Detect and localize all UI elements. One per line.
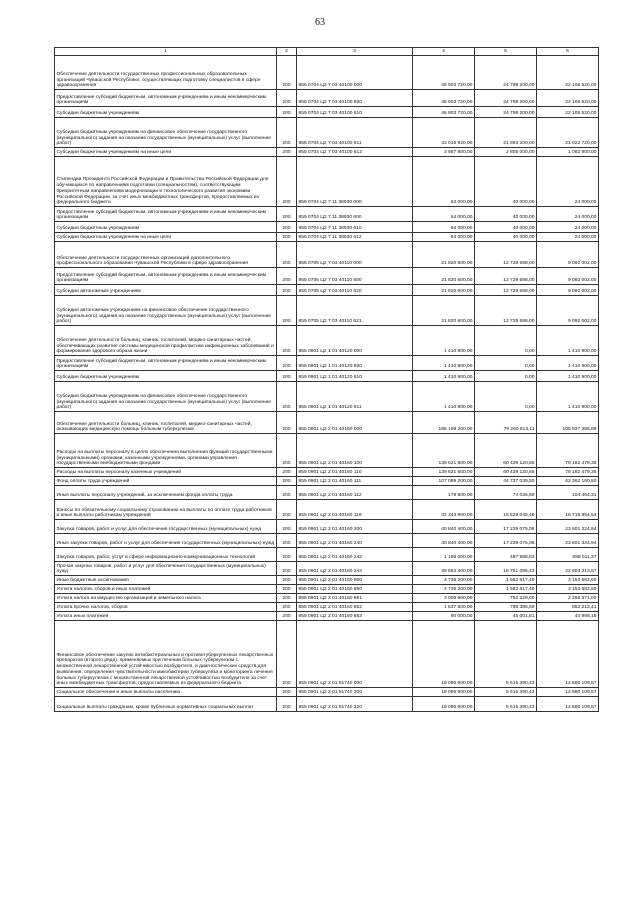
row-executed-amount: 60 439 120,65: [475, 434, 537, 468]
row-executed-amount: 0,00: [475, 356, 537, 371]
row-description: Субсидии бюджетным учреждениям на финансовое обеспечение государственного (муниципального) задания на оказание государственных (муниципальных) услуг (выполнение работ): [55, 382, 277, 412]
row-ministry-code: 200: [277, 412, 297, 434]
row-remaining-amount: 9 092 002,00: [537, 268, 599, 285]
row-remaining-amount: 1 410 900,00: [537, 371, 599, 382]
row-description: Уплата прочих налогов, сборов: [55, 603, 277, 612]
row-executed-amount: 5 515 390,43: [475, 688, 537, 697]
row-planned-amount: 39 654 400,00: [413, 562, 475, 576]
row-description: Субсидии бюджетным учреждениям на иные цели: [55, 233, 277, 242]
row-planned-amount: 185 198 200,00: [413, 412, 475, 434]
column-header: 1: [55, 48, 277, 56]
row-ministry-code: 200: [277, 118, 297, 148]
row-remaining-amount: 22 903 313,57: [537, 562, 599, 576]
row-ministry-code: 200: [277, 603, 297, 612]
row-budget-code: 855 0705 Ц2 7 03 40110 600: [297, 268, 413, 285]
table-row: [55, 562, 599, 576]
row-budget-code: 855 0901 Ц2 2 01 40160 244: [297, 562, 413, 576]
row-executed-amount: 40 000,00: [475, 207, 537, 222]
row-executed-amount: 15 628 045,46: [475, 500, 537, 520]
table-row: [55, 356, 599, 371]
row-remaining-amount: 79 182 479,35: [537, 434, 599, 468]
row-planned-amount: 64 000,00: [413, 207, 475, 222]
row-executed-amount: 60 439 120,65: [475, 468, 537, 477]
row-ministry-code: 200: [277, 434, 297, 468]
row-description: Предоставление субсидий бюджетным, автономным учреждениям и иным некоммерческим организациям: [55, 207, 277, 222]
row-planned-amount: 40 840 400,00: [413, 520, 475, 534]
row-budget-code: 855 0901 Ц2 1 01 40120 000: [297, 326, 413, 356]
row-planned-amount: 1 410 900,00: [413, 326, 475, 356]
row-ministry-code: 200: [277, 242, 297, 268]
row-remaining-amount: 24 000,00: [537, 207, 599, 222]
row-remaining-amount: 44 998,19: [537, 612, 599, 621]
row-description: Фонд оплаты труда учреждений: [55, 477, 277, 486]
row-executed-amount: 24 798 200,00: [475, 56, 537, 90]
row-ministry-code: 200: [277, 207, 297, 222]
row-ministry-code: 200: [277, 486, 297, 500]
row-ministry-code: 200: [277, 468, 297, 477]
row-budget-code: 855 0704 Ц2 7 03 40100 600: [297, 90, 413, 107]
row-ministry-code: 200: [277, 585, 297, 594]
budget-table: [54, 47, 599, 712]
row-budget-code: 855 0705 Ц2 7 03 40110 620: [297, 285, 413, 296]
row-budget-code: 855 0704 Ц2 7 11 38930 000: [297, 157, 413, 207]
column-header: 5: [475, 48, 537, 56]
row-planned-amount: 3 887 800,00: [413, 148, 475, 157]
row-remaining-amount: 21 022 720,00: [537, 118, 599, 148]
row-executed-amount: 785 386,59: [475, 603, 537, 612]
row-planned-amount: 46 903 720,00: [413, 107, 475, 118]
column-header: 4: [413, 48, 475, 56]
row-executed-amount: 12 728 598,00: [475, 268, 537, 285]
row-budget-code: 855 0901 Ц2 2 01 40160 000: [297, 412, 413, 434]
row-executed-amount: 40 000,00: [475, 222, 537, 233]
row-budget-code: 855 0705 Ц2 7 03 40110 621: [297, 296, 413, 326]
row-budget-code: 855 0901 Ц2 2 01 40160 112: [297, 486, 413, 500]
row-description: Финансовое обеспечение закупок антибактериальных и противотуберкулезных лекарственных препаратов (второго ряда), применяемых при лечении больных туберкулезом с множественной лекарственной устойчивостью возбудителя, и диагностических средств для выявления, определения чувствительности микобактерии туберкулеза и мониторинга лечения больных туберкулезом с множественной лекарственной устойчивостью возбудителя за счет иных межбюджетных трансфертов, предоставляемых из федерального бюджета: [55, 621, 277, 688]
table-row: [55, 477, 599, 486]
row-budget-code: 855 0704 Ц2 7 11 38930 610: [297, 222, 413, 233]
row-executed-amount: 0,00: [475, 326, 537, 356]
row-ministry-code: 200: [277, 326, 297, 356]
row-remaining-amount: 104 464,31: [537, 486, 599, 500]
row-description: Предоставление субсидий бюджетным, автономным учреждениям и иным некоммерческим организациям: [55, 90, 277, 107]
row-ministry-code: 200: [277, 233, 297, 242]
table-row: [55, 296, 599, 326]
row-ministry-code: 200: [277, 56, 297, 90]
row-description: Субсидии бюджетным учреждениям: [55, 222, 277, 233]
row-remaining-amount: 3 153 582,60: [537, 585, 599, 594]
row-ministry-code: 200: [277, 576, 297, 585]
row-remaining-amount: 79 182 479,35: [537, 468, 599, 477]
row-remaining-amount: 9 092 002,00: [537, 296, 599, 326]
row-ministry-code: 200: [277, 90, 297, 107]
row-budget-code: 855 0704 Ц2 7 11 38930 600: [297, 207, 413, 222]
row-planned-amount: 18 096 500,00: [413, 697, 475, 712]
row-planned-amount: 139 621 600,00: [413, 468, 475, 477]
row-ministry-code: 200: [277, 157, 297, 207]
row-budget-code: 855 0901 Ц2 2 01 40160 200: [297, 520, 413, 534]
table-row: [55, 576, 599, 585]
row-executed-amount: 487 988,63: [475, 548, 537, 562]
row-budget-code: 855 0901 Ц2 2 01 40160 800: [297, 576, 413, 585]
row-budget-code: 855 0901 Ц2 2 01 40160 119: [297, 500, 413, 520]
row-executed-amount: 79 260 813,11: [475, 412, 537, 434]
row-remaining-amount: 698 011,37: [537, 548, 599, 562]
row-planned-amount: 107 099 200,00: [413, 477, 475, 486]
row-ministry-code: 200: [277, 148, 297, 157]
row-planned-amount: 32 343 900,00: [413, 500, 475, 520]
row-budget-code: 855 0901 Ц2 2 01 51740 300: [297, 688, 413, 697]
row-budget-code: 855 0901 Ц2 2 01 40160 852: [297, 603, 413, 612]
row-description: Закупка товаров, работ, услуг в сфере информационно-коммуникационных технологий: [55, 548, 277, 562]
table-row: [55, 603, 599, 612]
table-row: [55, 434, 599, 468]
table-row: [55, 697, 599, 712]
row-planned-amount: 1 410 900,00: [413, 382, 475, 412]
row-description: Обеспечение деятельности государственных профессиональных образовательных организаций Чувашской Республики, осуществляющих подготовку специалистов в сфере здравоохранения: [55, 56, 277, 90]
row-budget-code: 855 0901 Ц2 2 01 51740 320: [297, 697, 413, 712]
row-ministry-code: 200: [277, 500, 297, 520]
row-ministry-code: 200: [277, 371, 297, 382]
table-row: [55, 326, 599, 356]
row-budget-code: 855 0704 Ц2 7 03 40100 612: [297, 148, 413, 157]
row-budget-code: 855 0901 Ц2 1 01 40120 610: [297, 371, 413, 382]
row-budget-code: 855 0901 Ц2 2 01 40160 110: [297, 468, 413, 477]
row-executed-amount: 40 000,00: [475, 157, 537, 207]
row-budget-code: 855 0704 Ц2 7 03 40100 000: [297, 56, 413, 90]
row-ministry-code: 200: [277, 697, 297, 712]
row-description: Предоставление субсидий бюджетным, автономным учреждениям и иным некоммерческим организациям: [55, 268, 277, 285]
row-budget-code: 855 0901 Ц2 1 01 40120 611: [297, 382, 413, 412]
row-description: Субсидии автономным учреждениям: [55, 285, 277, 296]
row-budget-code: 855 0901 Ц2 2 01 40160 242: [297, 548, 413, 562]
column-header: 6: [537, 48, 599, 56]
row-budget-code: 855 0901 Ц2 2 01 51740 000: [297, 621, 413, 688]
table-row: [55, 412, 599, 434]
row-planned-amount: 4 736 200,00: [413, 585, 475, 594]
row-planned-amount: 46 903 720,00: [413, 56, 475, 90]
row-ministry-code: 200: [277, 477, 297, 486]
table-row: [55, 118, 599, 148]
row-description: Обеспечение деятельности государственных организаций дополнительного профессионального образования Чувашской Республики в сфере здравоохранения: [55, 242, 277, 268]
row-description: Уплата налога на имущество организаций и земельного налога: [55, 594, 277, 603]
row-ministry-code: 200: [277, 621, 297, 688]
row-planned-amount: 139 621 600,00: [413, 434, 475, 468]
table-row: [55, 371, 599, 382]
table-row: [55, 107, 599, 118]
row-executed-amount: 0,00: [475, 382, 537, 412]
row-description: Стипендии Президента Российской Федерации и Правительства Российской Федерации для обучающихся по направлениям подготовки (специальностям), соответствующим приоритетным направлениям модернизации и технологического развития экономики Российской Федерации, за счет иных межбюджетных трансфертов, предоставляемых из федерального бюджета: [55, 157, 277, 207]
row-ministry-code: 200: [277, 534, 297, 548]
row-budget-code: 855 0901 Ц2 2 01 40160 853: [297, 612, 413, 621]
table-row: [55, 157, 599, 207]
row-executed-amount: 12 728 598,00: [475, 296, 537, 326]
table-row: [55, 285, 599, 296]
row-description: Расходы на выплаты персоналу казенных учреждений: [55, 468, 277, 477]
row-remaining-amount: 22 105 520,00: [537, 90, 599, 107]
row-description: Субсидии бюджетным учреждениям на финансовое обеспечение государственного (муниципального) задания на оказание государственных (муниципальных) услуг (выполнение работ): [55, 118, 277, 148]
row-remaining-amount: 12 580 109,57: [537, 621, 599, 688]
table-row: [55, 468, 599, 477]
row-executed-amount: 17 239 075,06: [475, 520, 537, 534]
row-remaining-amount: 24 000,00: [537, 233, 599, 242]
row-executed-amount: 752 229,00: [475, 594, 537, 603]
row-executed-amount: 12 728 598,00: [475, 242, 537, 268]
row-budget-code: 855 0901 Ц2 2 01 40160 240: [297, 534, 413, 548]
row-budget-code: 855 0704 Ц2 7 11 38930 612: [297, 233, 413, 242]
row-ministry-code: 200: [277, 268, 297, 285]
table-row: [55, 233, 599, 242]
row-ministry-code: 200: [277, 688, 297, 697]
column-header: 2: [277, 48, 297, 56]
row-planned-amount: 43 015 920,00: [413, 118, 475, 148]
row-remaining-amount: 1 082 800,00: [537, 148, 599, 157]
row-remaining-amount: 23 601 324,94: [537, 520, 599, 534]
table-row: [55, 207, 599, 222]
row-planned-amount: 46 903 720,00: [413, 90, 475, 107]
row-remaining-amount: 22 105 520,00: [537, 107, 599, 118]
row-remaining-amount: 9 092 002,00: [537, 285, 599, 296]
row-ministry-code: 200: [277, 222, 297, 233]
row-ministry-code: 200: [277, 562, 297, 576]
table-row: [55, 382, 599, 412]
table-row: [55, 534, 599, 548]
row-budget-code: 855 0704 Ц2 7 03 40100 610: [297, 107, 413, 118]
table-row: [55, 621, 599, 688]
row-executed-amount: 45 001,81: [475, 612, 537, 621]
row-description: Обеспечение деятельности больниц, клиник, госпиталей, медико-санитарных частей, оказывающих медицинскую помощь больным туберкулезом: [55, 412, 277, 434]
row-description: Субсидии бюджетным учреждениям: [55, 107, 277, 118]
row-planned-amount: 4 736 200,00: [413, 576, 475, 585]
row-ministry-code: 200: [277, 285, 297, 296]
row-remaining-amount: 105 937 386,89: [537, 412, 599, 434]
row-budget-code: 855 0704 Ц2 7 03 40100 611: [297, 118, 413, 148]
row-budget-code: 855 0901 Ц2 2 01 40160 100: [297, 434, 413, 468]
row-description: Иные закупки товаров, работ и услуг для обеспечения государственных (муниципальных) нужд: [55, 534, 277, 548]
row-executed-amount: 40 000,00: [475, 233, 537, 242]
row-remaining-amount: 24 000,00: [537, 222, 599, 233]
table-row: [55, 548, 599, 562]
row-planned-amount: 21 820 600,00: [413, 296, 475, 326]
row-planned-amount: 178 500,00: [413, 486, 475, 500]
row-planned-amount: 18 096 500,00: [413, 621, 475, 688]
row-ministry-code: 200: [277, 612, 297, 621]
row-executed-amount: 16 751 086,43: [475, 562, 537, 576]
row-remaining-amount: 1 410 900,00: [537, 382, 599, 412]
table-row: [55, 612, 599, 621]
table-row: [55, 268, 599, 285]
table-row: [55, 90, 599, 107]
row-planned-amount: 1 637 600,00: [413, 603, 475, 612]
row-description: Взносы по обязательному социальному страхованию на выплаты по оплате труда работников и иные выплаты работникам учреждений: [55, 500, 277, 520]
row-planned-amount: 21 820 600,00: [413, 242, 475, 268]
row-ministry-code: 200: [277, 548, 297, 562]
row-executed-amount: 2 805 000,00: [475, 148, 537, 157]
row-remaining-amount: 22 105 520,00: [537, 56, 599, 90]
table-row: [55, 486, 599, 500]
row-description: Уплата иных платежей: [55, 612, 277, 621]
row-executed-amount: 5 515 390,43: [475, 621, 537, 688]
table-row: [55, 688, 599, 697]
table-row: [55, 585, 599, 594]
row-planned-amount: 21 820 600,00: [413, 268, 475, 285]
table-row: [55, 148, 599, 157]
row-executed-amount: 24 798 200,00: [475, 107, 537, 118]
row-remaining-amount: 1 410 900,00: [537, 356, 599, 371]
row-planned-amount: 64 000,00: [413, 157, 475, 207]
row-remaining-amount: 62 362 160,50: [537, 477, 599, 486]
row-ministry-code: 200: [277, 382, 297, 412]
row-executed-amount: 44 737 039,50: [475, 477, 537, 486]
page-number: 63: [315, 17, 325, 28]
row-executed-amount: 24 798 200,00: [475, 90, 537, 107]
row-ministry-code: 200: [277, 296, 297, 326]
table-row: [55, 520, 599, 534]
table-header-row: [55, 48, 599, 56]
row-remaining-amount: 852 213,41: [537, 603, 599, 612]
table-row: [55, 500, 599, 520]
row-planned-amount: 1 410 900,00: [413, 356, 475, 371]
row-remaining-amount: 1 410 900,00: [537, 326, 599, 356]
row-ministry-code: 200: [277, 356, 297, 371]
row-planned-amount: 1 186 000,00: [413, 548, 475, 562]
column-header: 3: [297, 48, 413, 56]
row-planned-amount: 90 000,00: [413, 612, 475, 621]
row-remaining-amount: 3 153 582,60: [537, 576, 599, 585]
table-row: [55, 222, 599, 233]
row-budget-code: 855 0901 Ц2 2 01 40160 111: [297, 477, 413, 486]
row-description: Расходы на выплаты персоналу в целях обеспечения выполнения функций государственными (муниципальными) органами, казенными учреждениями, органами управления государственными внебюджетными фондами: [55, 434, 277, 468]
row-planned-amount: 64 000,00: [413, 222, 475, 233]
row-budget-code: 855 0901 Ц2 2 01 40160 851: [297, 594, 413, 603]
row-remaining-amount: 24 000,00: [537, 157, 599, 207]
row-description: Иные бюджетные ассигнования: [55, 576, 277, 585]
row-planned-amount: 3 008 600,00: [413, 594, 475, 603]
row-ministry-code: 200: [277, 520, 297, 534]
row-planned-amount: 21 820 600,00: [413, 285, 475, 296]
row-executed-amount: 1 582 617,40: [475, 585, 537, 594]
row-executed-amount: 17 239 075,06: [475, 534, 537, 548]
row-remaining-amount: 12 580 109,57: [537, 697, 599, 712]
table-row: [55, 242, 599, 268]
row-executed-amount: 0,00: [475, 371, 537, 382]
row-description: Иные выплаты персоналу учреждений, за исключением фонда оплаты труда: [55, 486, 277, 500]
row-remaining-amount: 12 580 109,57: [537, 688, 599, 697]
row-remaining-amount: 9 092 002,00: [537, 242, 599, 268]
row-remaining-amount: 2 256 371,00: [537, 594, 599, 603]
row-description: Субсидии бюджетным учреждениям: [55, 371, 277, 382]
row-budget-code: 855 0901 Ц2 1 01 40120 600: [297, 356, 413, 371]
row-planned-amount: 18 096 500,00: [413, 688, 475, 697]
row-executed-amount: 5 515 390,43: [475, 697, 537, 712]
row-executed-amount: 12 728 598,00: [475, 285, 537, 296]
row-description: Прочая закупка товаров, работ и услуг для обеспечения государственных (муниципальных) нужд: [55, 562, 277, 576]
row-remaining-amount: 23 601 324,94: [537, 534, 599, 548]
row-executed-amount: 21 993 200,00: [475, 118, 537, 148]
row-executed-amount: 1 582 617,40: [475, 576, 537, 585]
row-budget-code: 855 0705 Ц2 7 03 40110 000: [297, 242, 413, 268]
row-description: Предоставление субсидий бюджетным, автономным учреждениям и иным некоммерческим организациям: [55, 356, 277, 371]
row-description: Субсидии бюджетным учреждениям на иные цели: [55, 148, 277, 157]
row-budget-code: 855 0901 Ц2 2 01 40160 850: [297, 585, 413, 594]
row-planned-amount: 64 000,00: [413, 233, 475, 242]
row-ministry-code: 200: [277, 107, 297, 118]
row-description: Уплата налогов, сборов и иных платежей: [55, 585, 277, 594]
row-ministry-code: 200: [277, 594, 297, 603]
row-description: Социальное обеспечение и иные выплаты населению: [55, 688, 277, 697]
row-description: Закупка товаров, работ и услуг для обеспечения государственных (муниципальных) нужд: [55, 520, 277, 534]
row-executed-amount: 74 035,69: [475, 486, 537, 500]
row-description: Социальные выплаты гражданам, кроме публичных нормативных социальных выплат: [55, 697, 277, 712]
table-row: [55, 56, 599, 90]
row-planned-amount: 40 840 400,00: [413, 534, 475, 548]
row-remaining-amount: 16 715 854,54: [537, 500, 599, 520]
row-description: Обеспечение деятельности больниц, клиник, госпиталей, медико-санитарных частей, обеспечивающих развитие системы медицинской профилактики инфекционных заболеваний и формирование здорового образа жизни: [55, 326, 277, 356]
row-planned-amount: 1 410 900,00: [413, 371, 475, 382]
row-description: Субсидии автономным учреждениям на финансовое обеспечение государственного (муниципального) задания на оказание государственных (муниципальных) услуг (выполнение работ): [55, 296, 277, 326]
table-row: [55, 594, 599, 603]
